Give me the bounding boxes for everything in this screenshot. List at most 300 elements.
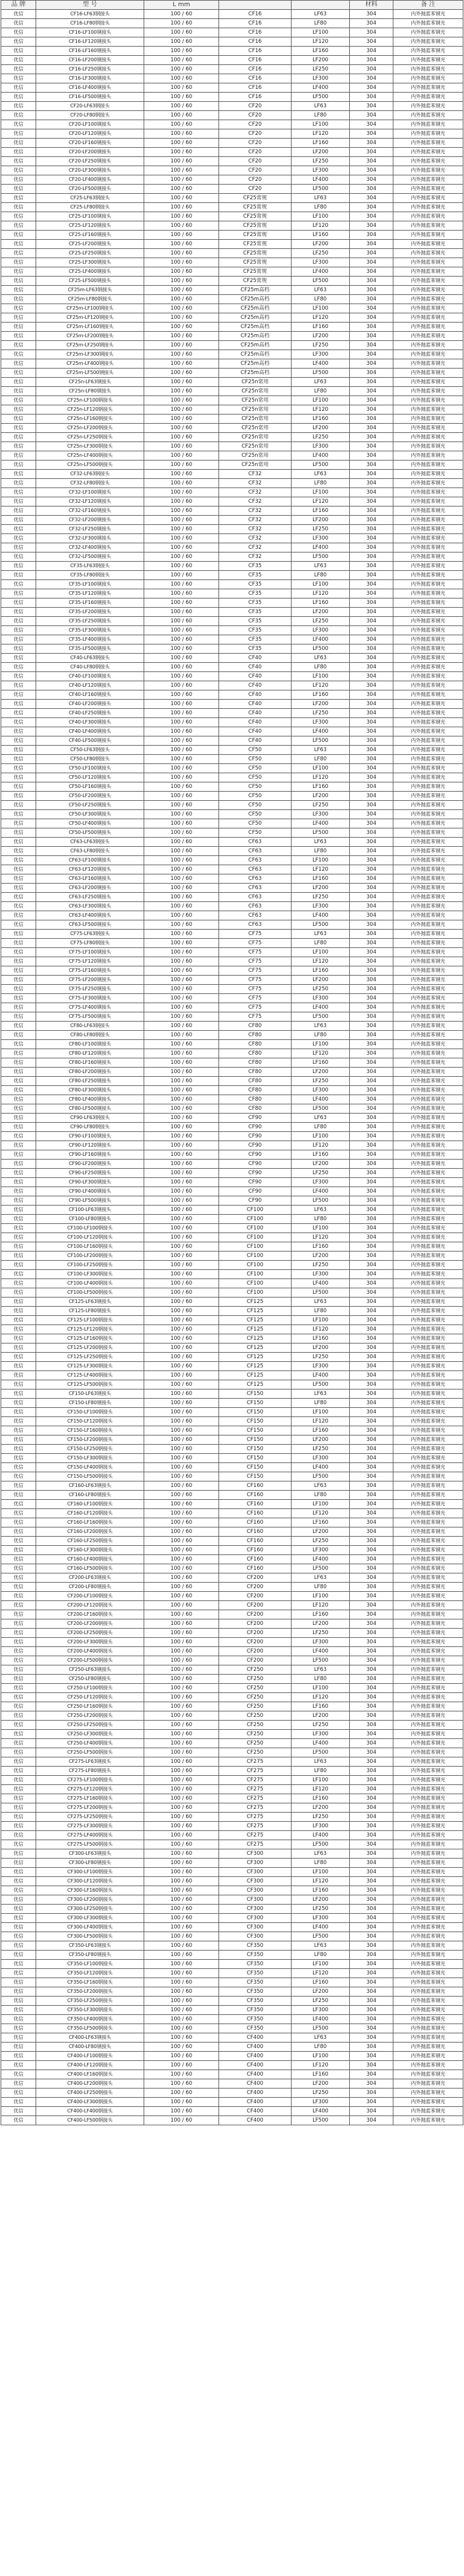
cell-material: 304 (350, 2024, 393, 2033)
cell-material: 304 (350, 516, 393, 525)
cell-lf: LF100 (292, 1040, 350, 1049)
cell-note: 内外抛蓝苯钢光 (393, 1178, 463, 1187)
cell-cf: CF20 (219, 120, 292, 129)
cell-lf: LF63 (292, 1114, 350, 1123)
cell-cf: CF16 (219, 65, 292, 74)
cell-model: CF25-LF300钢接头 (36, 258, 144, 267)
cell-brand: 优信 (1, 1638, 36, 1647)
cell-note: 内外抛蓝苯钢光 (393, 1564, 463, 1573)
table-row (1, 764, 463, 773)
cell-lf: LF200 (292, 608, 350, 617)
cell-length: 100 / 60 (144, 1012, 219, 1022)
cell-lf: LF250 (292, 2089, 350, 2098)
table-row (1, 451, 463, 461)
cell-model: CF160-LF80钢接头 (36, 1491, 144, 1500)
cell-model: CF63-LF250钢接头 (36, 893, 144, 902)
cell-lf: LF100 (292, 672, 350, 681)
cell-brand: 优信 (1, 2107, 36, 2116)
cell-brand: 优信 (1, 1187, 36, 1196)
cell-brand: 优信 (1, 47, 36, 56)
cell-note: 内外抛蓝苯钢光 (393, 672, 463, 681)
cell-model: CF32-LF400钢接头 (36, 543, 144, 552)
cell-material: 304 (350, 1104, 393, 1114)
cell-material: 304 (350, 1849, 393, 1859)
cell-note: 内外抛蓝苯钢光 (393, 1583, 463, 1592)
cell-note: 内外抛蓝苯钢光 (393, 1022, 463, 1031)
cell-brand: 优信 (1, 1619, 36, 1629)
table-row (1, 1353, 463, 1362)
cell-note: 内外抛蓝苯钢光 (393, 2043, 463, 2052)
table-row (1, 1169, 463, 1178)
cell-length: 100 / 60 (144, 1270, 219, 1279)
cell-brand: 优信 (1, 56, 36, 65)
cell-model: CF63-LF160钢接头 (36, 874, 144, 884)
cell-material: 304 (350, 902, 393, 911)
cell-brand: 优信 (1, 1849, 36, 1859)
cell-note: 内外抛蓝苯钢光 (393, 755, 463, 764)
cell-cf: CF35 (219, 571, 292, 580)
cell-length: 100 / 60 (144, 920, 219, 930)
table-row (1, 1077, 463, 1086)
table-row (1, 1665, 463, 1675)
cell-brand: 优信 (1, 1206, 36, 1215)
cell-material: 304 (350, 1757, 393, 1767)
cell-note: 内外抛蓝苯钢光 (393, 185, 463, 194)
cell-material: 304 (350, 1215, 393, 1224)
cell-model: CF25-LF400钢接头 (36, 267, 144, 277)
table-row (1, 709, 463, 718)
table-row (1, 221, 463, 231)
cell-cf: CF125 (219, 1380, 292, 1389)
cell-brand: 优信 (1, 359, 36, 369)
cell-cf: CF16 (219, 74, 292, 83)
cell-model: CF32-LF200钢接头 (36, 516, 144, 525)
cell-lf: LF250 (292, 1077, 350, 1086)
cell-cf: CF25常规 (219, 203, 292, 212)
cell-brand: 优信 (1, 1895, 36, 1905)
cell-lf: LF120 (292, 1969, 350, 1978)
table-row (1, 1868, 463, 1877)
cell-material: 304 (350, 957, 393, 966)
cell-brand: 优信 (1, 1435, 36, 1445)
cell-note: 内外抛蓝苯钢光 (393, 764, 463, 773)
cell-brand: 优信 (1, 1114, 36, 1123)
cell-note: 内外抛蓝苯钢光 (393, 442, 463, 451)
table-row (1, 930, 463, 939)
cell-brand: 优信 (1, 1822, 36, 1831)
cell-length: 100 / 60 (144, 1435, 219, 1445)
cell-lf: LF400 (292, 1187, 350, 1196)
cell-note: 内外抛蓝苯钢光 (393, 1095, 463, 1104)
cell-note: 内外抛蓝苯钢光 (393, 2107, 463, 2116)
cell-brand: 优信 (1, 1169, 36, 1178)
cell-lf: LF120 (292, 497, 350, 506)
table-row (1, 488, 463, 497)
cell-brand: 优信 (1, 1711, 36, 1721)
cell-model: CF35-LF500钢接头 (36, 644, 144, 654)
cell-note: 内外抛蓝苯钢光 (393, 1454, 463, 1463)
cell-length: 100 / 60 (144, 2043, 219, 2052)
cell-length: 100 / 60 (144, 1086, 219, 1095)
cell-note: 内外抛蓝苯钢光 (393, 461, 463, 470)
cell-note: 内外抛蓝苯钢光 (393, 718, 463, 727)
cell-cf: CF160 (219, 1500, 292, 1509)
cell-length: 100 / 60 (144, 1711, 219, 1721)
cell-lf: LF120 (292, 221, 350, 231)
cell-material: 304 (350, 948, 393, 957)
cell-length: 100 / 60 (144, 690, 219, 700)
cell-material: 304 (350, 83, 393, 93)
cell-model: CF40-LF80钢接头 (36, 663, 144, 672)
table-row (1, 249, 463, 258)
cell-model: CF40-LF250钢接头 (36, 709, 144, 718)
cell-brand: 优信 (1, 810, 36, 819)
cell-length: 100 / 60 (144, 1886, 219, 1895)
cell-lf: LF160 (292, 1242, 350, 1252)
cell-note: 内外抛蓝苯钢光 (393, 1380, 463, 1389)
cell-brand: 优信 (1, 1905, 36, 1914)
cell-model: CF25-LF200钢接头 (36, 240, 144, 249)
cell-model: CF200-LF120钢接头 (36, 1601, 144, 1610)
cell-note: 内外抛蓝苯钢光 (393, 166, 463, 175)
cell-model: CF40-LF300钢接头 (36, 718, 144, 727)
cell-model: CF25m-LF100钢接头 (36, 304, 144, 313)
cell-material: 304 (350, 1252, 393, 1261)
cell-cf: CF275 (219, 1813, 292, 1822)
cell-cf: CF350 (219, 1997, 292, 2006)
cell-lf: LF160 (292, 690, 350, 700)
cell-cf: CF35 (219, 644, 292, 654)
cell-brand: 优信 (1, 240, 36, 249)
cell-cf: CF25常规 (219, 221, 292, 231)
table-row (1, 1638, 463, 1647)
cell-note: 内外抛蓝苯钢光 (393, 1086, 463, 1095)
cell-length: 100 / 60 (144, 1638, 219, 1647)
cell-material: 304 (350, 2070, 393, 2079)
cell-lf: LF250 (292, 985, 350, 994)
cell-lf: LF250 (292, 1353, 350, 1362)
cell-note: 内外抛蓝苯钢光 (393, 157, 463, 166)
cell-note: 内外抛蓝苯钢光 (393, 1905, 463, 1914)
cell-material: 304 (350, 1362, 393, 1371)
cell-model: CF35-LF100钢接头 (36, 580, 144, 589)
cell-length: 100 / 60 (144, 1822, 219, 1831)
cell-lf: LF250 (292, 249, 350, 258)
cell-brand: 优信 (1, 2033, 36, 2043)
cell-cf: CF80 (219, 1049, 292, 1058)
cell-note: 内外抛蓝苯钢光 (393, 1417, 463, 1426)
cell-lf: LF300 (292, 1270, 350, 1279)
cell-material: 304 (350, 985, 393, 994)
cell-note: 内外抛蓝苯钢光 (393, 295, 463, 304)
cell-material: 304 (350, 350, 393, 359)
table-row (1, 2070, 463, 2079)
cell-brand: 优信 (1, 194, 36, 203)
cell-length: 100 / 60 (144, 2006, 219, 2015)
cell-brand: 优信 (1, 1252, 36, 1261)
cell-lf: LF120 (292, 1417, 350, 1426)
cell-lf: LF120 (292, 1233, 350, 1242)
cell-length: 100 / 60 (144, 1454, 219, 1463)
cell-note: 内外抛蓝苯钢光 (393, 129, 463, 139)
cell-model: CF100-LF500钢接头 (36, 1288, 144, 1298)
cell-brand: 优信 (1, 1877, 36, 1886)
cell-lf: LF120 (292, 1601, 350, 1610)
cell-lf: LF250 (292, 893, 350, 902)
cell-model: CF200-LF200钢接头 (36, 1619, 144, 1629)
cell-material: 304 (350, 2089, 393, 2098)
cell-lf: LF120 (292, 957, 350, 966)
cell-length: 100 / 60 (144, 194, 219, 203)
table-row (1, 2024, 463, 2033)
cell-model: CF150-LF300钢接头 (36, 1454, 144, 1463)
cell-model: CF50-LF80钢接头 (36, 755, 144, 764)
cell-length: 100 / 60 (144, 1987, 219, 1997)
table-row (1, 313, 463, 323)
cell-note: 内外抛蓝苯钢光 (393, 1463, 463, 1472)
cell-brand: 优信 (1, 258, 36, 267)
cell-note: 内外抛蓝苯钢光 (393, 589, 463, 598)
cell-length: 100 / 60 (144, 681, 219, 690)
cell-material: 304 (350, 1077, 393, 1086)
cell-material: 304 (350, 782, 393, 792)
cell-length: 100 / 60 (144, 267, 219, 277)
cell-brand: 优信 (1, 2006, 36, 2015)
cell-brand: 优信 (1, 1408, 36, 1417)
cell-model: CF80-LF160钢接头 (36, 1058, 144, 1068)
cell-cf: CF400 (219, 2061, 292, 2070)
header-brand: 品 牌 (1, 1, 36, 10)
cell-length: 100 / 60 (144, 249, 219, 258)
cell-material: 304 (350, 1822, 393, 1831)
cell-lf: LF250 (292, 1169, 350, 1178)
cell-lf: LF200 (292, 1619, 350, 1629)
cell-length: 100 / 60 (144, 2116, 219, 2125)
cell-material: 304 (350, 74, 393, 83)
cell-brand: 优信 (1, 470, 36, 479)
cell-length: 100 / 60 (144, 1831, 219, 1840)
cell-brand: 优信 (1, 1233, 36, 1242)
cell-material: 304 (350, 1068, 393, 1077)
cell-material: 304 (350, 1721, 393, 1730)
cell-material: 304 (350, 856, 393, 865)
cell-note: 内外抛蓝苯钢光 (393, 571, 463, 580)
cell-brand: 优信 (1, 1813, 36, 1822)
cell-length: 100 / 60 (144, 727, 219, 736)
cell-material: 304 (350, 433, 393, 442)
cell-length: 100 / 60 (144, 387, 219, 396)
cell-brand: 优信 (1, 1049, 36, 1058)
cell-material: 304 (350, 755, 393, 764)
cell-brand: 优信 (1, 1445, 36, 1454)
cell-lf: LF200 (292, 516, 350, 525)
cell-brand: 优信 (1, 856, 36, 865)
table-row (1, 1049, 463, 1058)
table-row (1, 65, 463, 74)
cell-lf: LF250 (292, 1905, 350, 1914)
cell-cf: CF50 (219, 819, 292, 828)
table-row (1, 1380, 463, 1389)
cell-length: 100 / 60 (144, 479, 219, 488)
cell-material: 304 (350, 939, 393, 948)
cell-note: 内外抛蓝苯钢光 (393, 1895, 463, 1905)
cell-model: CF200-LF500钢接头 (36, 1656, 144, 1665)
table-row (1, 1095, 463, 1104)
cell-brand: 优信 (1, 267, 36, 277)
cell-cf: CF75 (219, 994, 292, 1003)
table-row (1, 1362, 463, 1371)
cell-model: CF150-LF63钢接头 (36, 1389, 144, 1399)
cell-note: 内外抛蓝苯钢光 (393, 1803, 463, 1813)
cell-model: CF100-LF160钢接头 (36, 1242, 144, 1252)
cell-brand: 优信 (1, 424, 36, 433)
cell-lf: LF300 (292, 810, 350, 819)
cell-note: 内外抛蓝苯钢光 (393, 497, 463, 506)
cell-lf: LF63 (292, 1206, 350, 1215)
cell-note: 内外抛蓝苯钢光 (393, 1840, 463, 1849)
cell-cf: CF200 (219, 1656, 292, 1665)
table-row (1, 1307, 463, 1316)
cell-brand: 优信 (1, 663, 36, 672)
cell-lf: LF500 (292, 736, 350, 746)
table-row (1, 1518, 463, 1527)
cell-material: 304 (350, 1978, 393, 1987)
cell-model: CF275-LF250钢接头 (36, 1813, 144, 1822)
table-row (1, 470, 463, 479)
cell-note: 内外抛蓝苯钢光 (393, 1040, 463, 1049)
cell-lf: LF63 (292, 562, 350, 571)
cell-model: CF90-LF400钢接头 (36, 1187, 144, 1196)
cell-brand: 优信 (1, 185, 36, 194)
cell-note: 内外抛蓝苯钢光 (393, 304, 463, 313)
cell-cf: CF16 (219, 19, 292, 28)
table-row (1, 672, 463, 681)
cell-cf: CF63 (219, 856, 292, 865)
cell-cf: CF90 (219, 1187, 292, 1196)
table-row (1, 1555, 463, 1564)
cell-lf: LF160 (292, 1058, 350, 1068)
cell-material: 304 (350, 1960, 393, 1969)
cell-material: 304 (350, 267, 393, 277)
cell-cf: CF200 (219, 1647, 292, 1656)
cell-material: 304 (350, 598, 393, 608)
cell-model: CF250-LF200钢接头 (36, 1711, 144, 1721)
cell-lf: LF120 (292, 2061, 350, 2070)
cell-brand: 优信 (1, 1555, 36, 1564)
cell-brand: 优信 (1, 1656, 36, 1665)
cell-cf: CF25常规 (219, 240, 292, 249)
cell-lf: LF250 (292, 1813, 350, 1822)
cell-material: 304 (350, 1022, 393, 1031)
cell-model: CF90-LF250钢接头 (36, 1169, 144, 1178)
cell-model: CF63-LF300钢接头 (36, 902, 144, 911)
cell-length: 100 / 60 (144, 1757, 219, 1767)
cell-length: 100 / 60 (144, 1104, 219, 1114)
table-row (1, 1592, 463, 1601)
cell-brand: 优信 (1, 1058, 36, 1068)
cell-lf: LF63 (292, 1481, 350, 1491)
cell-length: 100 / 60 (144, 893, 219, 902)
cell-model: CF25n-LF200钢接头 (36, 424, 144, 433)
cell-lf: LF100 (292, 488, 350, 497)
cell-brand: 优信 (1, 746, 36, 755)
cell-model: CF25m-LF400钢接头 (36, 359, 144, 369)
cell-brand: 优信 (1, 1196, 36, 1206)
cell-material: 304 (350, 424, 393, 433)
cell-cf: CF40 (219, 681, 292, 690)
cell-note: 内外抛蓝苯钢光 (393, 1794, 463, 1803)
table-row (1, 1491, 463, 1500)
cell-material: 304 (350, 654, 393, 663)
cell-model: CF16-LF63钢接头 (36, 10, 144, 19)
cell-brand: 优信 (1, 2061, 36, 2070)
cell-lf: LF250 (292, 1721, 350, 1730)
cell-cf: CF125 (219, 1307, 292, 1316)
cell-note: 内外抛蓝苯钢光 (393, 994, 463, 1003)
header-note: 备 注 (393, 1, 463, 10)
cell-model: CF250-LF500钢接头 (36, 1748, 144, 1757)
cell-length: 100 / 60 (144, 451, 219, 461)
table-body (1, 10, 463, 2125)
cell-lf: LF100 (292, 1316, 350, 1325)
cell-cf: CF125 (219, 1334, 292, 1343)
cell-material: 304 (350, 1399, 393, 1408)
table-row (1, 2107, 463, 2116)
cell-material: 304 (350, 1095, 393, 1104)
cell-cf: CF80 (219, 1104, 292, 1114)
cell-cf: CF90 (219, 1178, 292, 1187)
cell-length: 100 / 60 (144, 1389, 219, 1399)
cell-length: 100 / 60 (144, 470, 219, 479)
cell-material: 304 (350, 1316, 393, 1325)
cell-model: CF20-LF63钢接头 (36, 102, 144, 111)
table-row (1, 1242, 463, 1252)
cell-length: 100 / 60 (144, 1408, 219, 1417)
table-row (1, 1914, 463, 1923)
cell-length: 100 / 60 (144, 1491, 219, 1500)
cell-cf: CF32 (219, 525, 292, 534)
cell-material: 304 (350, 442, 393, 451)
table-row (1, 19, 463, 28)
cell-cf: CF250 (219, 1675, 292, 1684)
cell-brand: 优信 (1, 1068, 36, 1077)
cell-model: CF100-LF200钢接头 (36, 1252, 144, 1261)
cell-length: 100 / 60 (144, 525, 219, 534)
cell-note: 内外抛蓝苯钢光 (393, 47, 463, 56)
cell-cf: CF32 (219, 516, 292, 525)
cell-note: 内外抛蓝苯钢光 (393, 1932, 463, 1941)
table-row (1, 1334, 463, 1343)
table-row (1, 231, 463, 240)
cell-cf: CF350 (219, 2024, 292, 2033)
cell-cf: CF25m高档 (219, 313, 292, 323)
cell-model: CF250-LF160钢接头 (36, 1702, 144, 1711)
table-row (1, 1675, 463, 1684)
cell-lf: LF200 (292, 792, 350, 801)
cell-note: 内外抛蓝苯钢光 (393, 1859, 463, 1868)
cell-length: 100 / 60 (144, 1849, 219, 1859)
cell-lf: LF300 (292, 1454, 350, 1463)
cell-material: 304 (350, 369, 393, 378)
table-row (1, 1932, 463, 1941)
cell-length: 100 / 60 (144, 1978, 219, 1987)
cell-note: 内外抛蓝苯钢光 (393, 948, 463, 957)
cell-model: CF400-LF120钢接头 (36, 2061, 144, 2070)
cell-model: CF25-LF120钢接头 (36, 221, 144, 231)
cell-note: 内外抛蓝苯钢光 (393, 727, 463, 736)
cell-note: 内外抛蓝苯钢光 (393, 1822, 463, 1831)
table-row (1, 1573, 463, 1583)
